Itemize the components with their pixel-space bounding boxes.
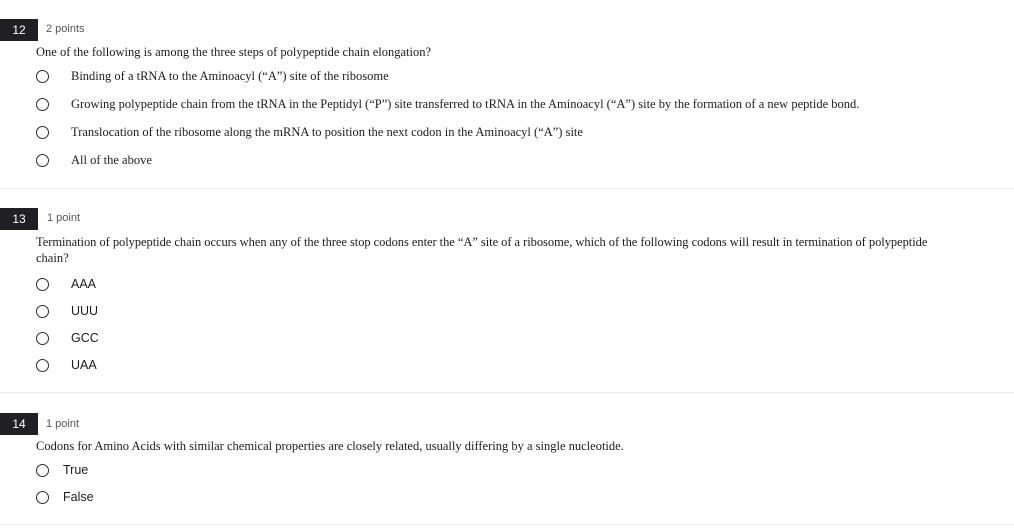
option-label: AAA	[71, 277, 97, 291]
question-divider	[0, 524, 1014, 525]
question-points: 1 point	[46, 418, 80, 430]
option-aaa[interactable]	[36, 274, 96, 294]
radio-button[interactable]	[36, 359, 49, 372]
option-true[interactable]	[36, 460, 88, 480]
radio-button[interactable]	[36, 70, 49, 83]
question-number-badge: 12	[0, 19, 38, 41]
option-label: UUU	[71, 304, 99, 318]
option-label: All of the above	[71, 152, 152, 167]
option-label: UAA	[71, 358, 97, 372]
question-divider	[0, 188, 1014, 189]
question-text: Codons for Amino Acids with similar chemical properties are closely related, usually differing by a single nucleotide.	[36, 439, 624, 453]
radio-button[interactable]	[36, 305, 49, 318]
radio-button[interactable]	[36, 332, 49, 345]
option-label: Growing polypeptide chain from the tRNA in the Peptidyl (“P”) site transferred to tRNA in the Aminoacyl (“A”) site by the formation of a new peptide bond.	[71, 96, 860, 111]
question-text-line: chain?	[36, 251, 69, 265]
option-a[interactable]	[36, 66, 389, 86]
option-label: True	[63, 463, 89, 477]
question-text: One of the following is among the three steps of polypeptide chain elongation?	[36, 45, 432, 59]
question-number-badge: 13	[0, 208, 38, 230]
question-text	[36, 234, 1014, 266]
radio-button[interactable]	[36, 278, 49, 291]
option-d[interactable]	[36, 150, 152, 170]
question-divider	[0, 392, 1014, 393]
radio-button[interactable]	[36, 126, 49, 139]
radio-button[interactable]	[36, 98, 49, 111]
radio-button[interactable]	[36, 464, 49, 477]
question-text-line: Termination of polypeptide chain occurs when any of the three stop codons enter the “A” site of a ribosome, which of the following codons will result in termination of polypeptide	[36, 235, 928, 249]
question-number-badge: 14	[0, 413, 38, 435]
option-false[interactable]	[36, 487, 94, 507]
option-label: False	[63, 490, 94, 504]
question-points: 1 point	[47, 212, 81, 224]
option-uaa[interactable]	[36, 355, 97, 375]
option-b[interactable]	[36, 94, 859, 114]
radio-button[interactable]	[36, 491, 49, 504]
option-label: Translocation of the ribosome along the mRNA to position the next codon in the Aminoacyl (“A”) site	[71, 124, 583, 139]
question-points: 2 points	[46, 23, 85, 35]
option-label: Binding of a tRNA to the Aminoacyl (“A”) site of the ribosome	[71, 68, 389, 83]
option-gcc[interactable]	[36, 328, 99, 348]
radio-button[interactable]	[36, 154, 49, 167]
option-uuu[interactable]	[36, 301, 98, 321]
option-c[interactable]	[36, 122, 583, 142]
option-label: GCC	[71, 331, 99, 345]
